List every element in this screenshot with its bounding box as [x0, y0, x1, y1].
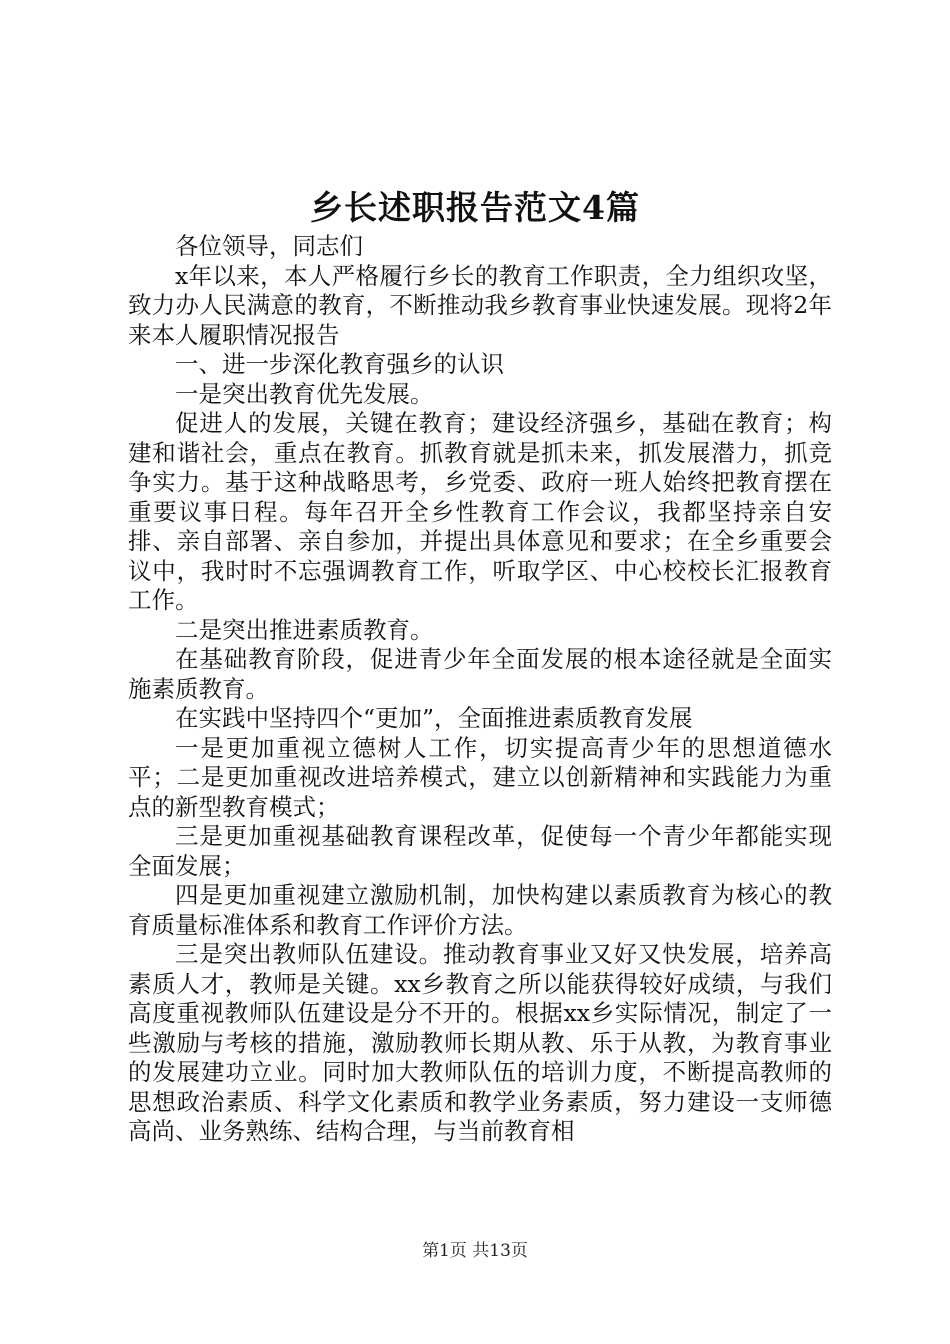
paragraph-teachers: 三是突出教师队伍建设。推动教育事业又好又快发展，培养高素质人才，教师是关键。xx乡教育之所以能获得较好成绩，与我们高度重视教师队伍建设是分不开的。根据xx乡实际情况，制定了一些激励与考核的措施，激励教师长期从教、乐于从教，为教育事业的发展建功立业。同时加大教师队伍的培训力度，不断提高教师的思想政治素质、科学文化素质和教学业务素质，努力建设一支师德高尚、业务熟练、结构合理，与当前教育相	[128, 940, 832, 1145]
paragraph-intro: x年以来，本人严格履行乡长的教育工作职责，全力组织攻坚，致力办人民满意的教育，不断推动我乡教育事业快速发展。现将2年来本人履职情况报告	[128, 261, 832, 349]
document-body	[128, 232, 832, 1147]
paragraph-point-1-2: 一是更加重视立德树人工作，切实提高青少年的思想道德水平；二是更加重视改进培养模式，建立以创新精神和实践能力为重点的新型教育模式；	[128, 733, 832, 821]
paragraph-salutation: 各位领导，同志们	[175, 232, 363, 260]
page-footer: 第1页 共13页	[422, 1241, 528, 1261]
document-title: 乡长述职报告范文4篇	[310, 188, 640, 227]
paragraph-quality-education: 在基础教育阶段，促进青少年全面发展的根本途径就是全面实施素质教育。	[128, 645, 832, 703]
paragraph-point-4: 四是更加重视建立激励机制，加快构建以素质教育为核心的教育质量标准体系和教育工作评价方法。	[128, 881, 832, 939]
paragraph-four-more: 在实践中坚持四个“更加”，全面推进素质教育发展	[175, 704, 693, 732]
section-heading-1: 一、进一步深化教育强乡的认识	[175, 350, 504, 378]
subheading-1: 一是突出教育优先发展。	[175, 379, 434, 408]
paragraph-priority: 促进人的发展，关键在教育；建设经济强乡，基础在教育；构建和谐社会，重点在教育。抓教育就是抓未来，抓发展潜力，抓竞争实力。基于这种战略思考，乡党委、政府一班人始终把教育摆在重要议事日程。每年召开全乡性教育工作会议，我都坚持亲自安排、亲自部署、亲自参加，并提出具体意见和要求；在全乡重要会议中，我时时不忘强调教育工作，听取学区、中心校校长汇报教育工作。	[128, 409, 832, 614]
subheading-2: 二是突出推进素质教育。	[175, 615, 434, 644]
paragraph-point-3: 三是更加重视基础教育课程改革，促使每一个青少年都能实现全面发展；	[128, 822, 832, 880]
